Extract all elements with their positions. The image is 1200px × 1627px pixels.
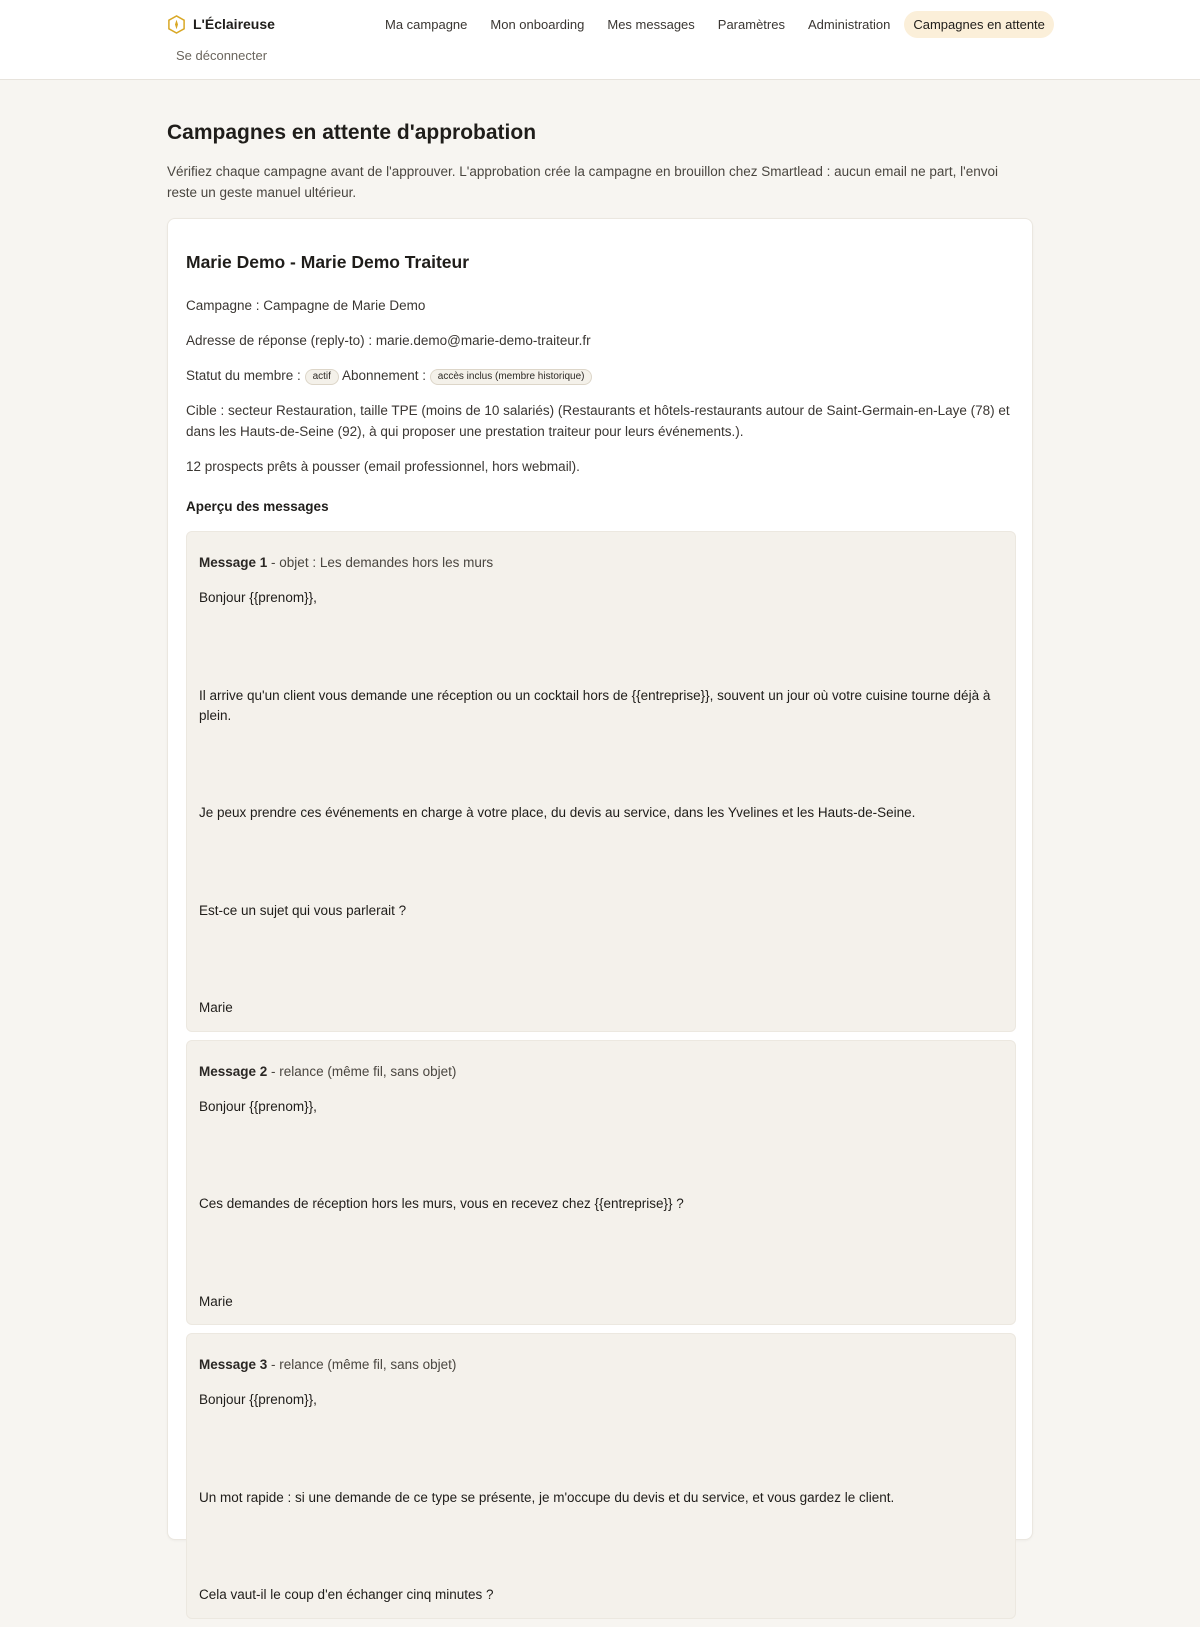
reply-to-address: Adresse de réponse (reply-to) : marie.demo@marie-demo-traiteur.fr <box>186 333 591 348</box>
message-header <box>199 553 1003 573</box>
message-body-line <box>199 933 1003 953</box>
message-body-line <box>199 1423 1003 1443</box>
message-body-line <box>199 653 1003 673</box>
message-body-line: Un mot rapide : si une demande de ce type se présente, je m'occupe du devis et du service, et vous gardez le client. <box>199 1489 895 1505</box>
nav-parametres[interactable]: Paramètres <box>717 16 785 32</box>
campaign-card <box>167 218 1033 1602</box>
message-body-line: Marie <box>199 1293 233 1309</box>
campaign-target: Cible : secteur Restauration, taille TPE (moins de 10 salariés) (Restaurants et hôtels-restaurants autour de Saint-Germain-en-Laye (78) et dans les Hauts-de-Seine (92), à qui proposer une prestation traiteur pour leurs événements.). <box>186 403 1010 439</box>
message-body-line <box>199 966 1003 986</box>
campaign-title: Marie Demo - Marie Demo Traiteur <box>186 252 469 272</box>
message-label: Message 3 <box>199 1357 268 1372</box>
message-label: Message 1 <box>199 555 268 570</box>
message-body-line <box>199 771 1003 791</box>
message-label: Message 2 <box>199 1063 268 1079</box>
compass-logo-icon <box>167 15 186 34</box>
messages-preview <box>186 531 1016 1619</box>
message-preview-3 <box>186 1333 1016 1619</box>
message-body-line: Il arrive qu'un client vous demande une réception ou un cocktail hors de {{entreprise}}, souvent un jour où votre cuisine tourne déjà à plein. <box>199 687 991 723</box>
message-body-line <box>199 868 1003 888</box>
message-preview-2 <box>186 1040 1016 1326</box>
main-nav <box>376 10 1054 38</box>
top-navigation-bar <box>0 0 1200 80</box>
member-status-badge: actif <box>305 369 339 385</box>
message-body-line: Bonjour {{prenom}}, <box>199 1392 317 1407</box>
message-header <box>199 1355 1003 1375</box>
message-body-line <box>199 1227 1003 1247</box>
message-body-line <box>199 738 1003 758</box>
message-body-line <box>199 836 1003 856</box>
member-status-row <box>186 365 1016 386</box>
message-preview-1 <box>186 531 1016 1032</box>
brand[interactable] <box>167 14 275 34</box>
page-description: Vérifiez chaque campagne avant de l'approuver. L'approbation crée la campagne en brouillon chez Smartlead : aucun email ne part, l'envoi reste un geste manuel ultérieur. <box>167 164 999 200</box>
message-body-line: Bonjour {{prenom}}, <box>199 590 317 605</box>
nav-ma-campagne[interactable]: Ma campagne <box>385 16 468 32</box>
messages-preview-title: Aperçu des messages <box>186 499 329 514</box>
message-body-line <box>199 1162 1003 1182</box>
page-title: Campagnes en attente d'approbation <box>167 121 537 144</box>
page-header <box>167 118 1033 203</box>
subscription-label: Abonnement : <box>341 368 426 383</box>
message-body-line: Cela vaut-il le coup d'en échanger cinq minutes ? <box>199 1587 494 1602</box>
message-body-line: Est-ce un sujet qui vous parlerait ? <box>199 902 407 918</box>
message-body-line <box>199 1129 1003 1149</box>
message-body-line: Je peux prendre ces événements en charge à votre place, du devis au service, dans les Yvelines et les Hauts-de-Seine. <box>199 805 916 820</box>
nav-mes-messages[interactable]: Mes messages <box>607 16 695 32</box>
nav-campagnes-en-attente[interactable]: Campagnes en attente <box>904 11 1054 38</box>
message-body-line: Bonjour {{prenom}}, <box>199 1098 317 1114</box>
message-header <box>199 1062 1003 1082</box>
subscription-badge: accès inclus (membre historique) <box>430 369 593 385</box>
brand-name: L'Éclaireuse <box>193 16 275 32</box>
message-body-line: Marie <box>199 1000 233 1015</box>
message-subject: - relance (même fil, sans objet) <box>267 1357 457 1372</box>
message-body-line: Ces demandes de réception hors les murs, vous en recevez chez {{entreprise}} ? <box>199 1196 684 1211</box>
nav-mon-onboarding[interactable]: Mon onboarding <box>490 16 585 32</box>
message-subject: - objet : Les demandes hors les murs <box>267 555 494 570</box>
logout-link[interactable]: Se déconnecter <box>176 48 268 63</box>
nav-administration[interactable]: Administration <box>807 16 891 32</box>
campaign-name: Campagne : Campagne de Marie Demo <box>186 298 426 313</box>
message-subject: - relance (même fil, sans objet) <box>267 1063 457 1079</box>
message-body-line <box>199 621 1003 641</box>
message-body-line <box>199 1553 1003 1573</box>
message-body-line <box>199 1520 1003 1540</box>
message-body-line <box>199 1259 1003 1279</box>
member-status-label: Statut du membre : <box>186 368 301 383</box>
prospects-count: 12 prospects prêts à pousser (email professionnel, hors webmail). <box>186 459 580 474</box>
message-body-line <box>199 1455 1003 1475</box>
